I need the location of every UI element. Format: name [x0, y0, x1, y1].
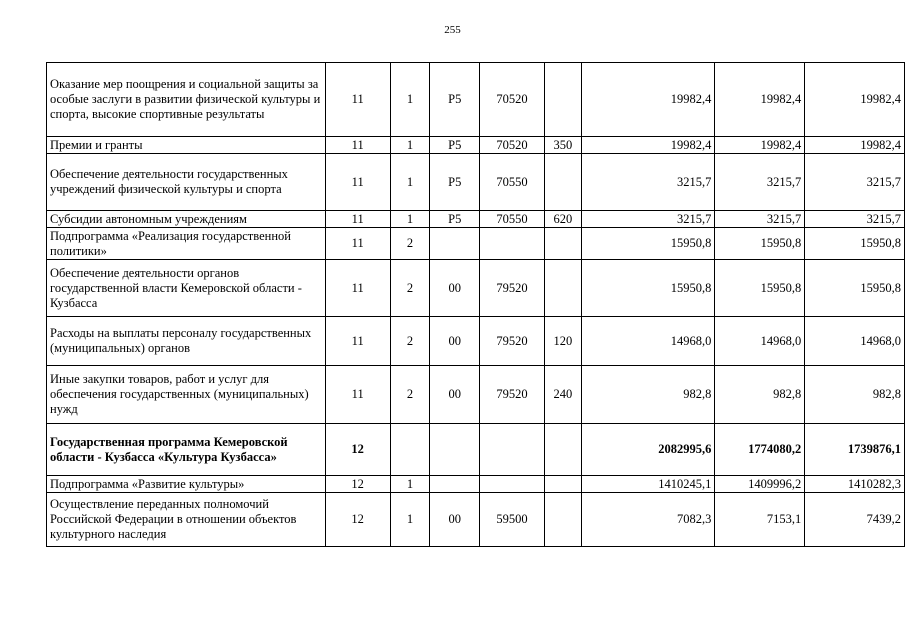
table-row: [47, 366, 905, 424]
row-program: [430, 228, 480, 260]
row-name: Обеспечение деятельности органов государственной власти Кемеровской области - Кузбасса: [47, 260, 326, 317]
row-expense-type: [544, 154, 581, 211]
row-name: Осуществление переданных полномочий Российской Федерации в отношении объектов культурного наследия: [47, 493, 326, 547]
row-program: [430, 424, 480, 476]
table-row: [47, 493, 905, 547]
row-podrazdel: [390, 424, 430, 476]
row-direction: 70550: [480, 211, 545, 228]
row-podrazdel: 1: [390, 137, 430, 154]
row-amount-year-3: 14968,0: [805, 317, 905, 366]
row-expense-type: [544, 476, 581, 493]
table-row: [47, 228, 905, 260]
row-direction: 79520: [480, 260, 545, 317]
row-direction: 79520: [480, 317, 545, 366]
row-direction: 59500: [480, 493, 545, 547]
row-expense-type: 240: [544, 366, 581, 424]
row-direction: 79520: [480, 366, 545, 424]
row-amount-year-1: 7082,3: [581, 493, 715, 547]
row-amount-year-2: 3215,7: [715, 211, 805, 228]
row-name: Расходы на выплаты персоналу государственных (муниципальных) органов: [47, 317, 326, 366]
row-program: Р5: [430, 137, 480, 154]
row-amount-year-1: 982,8: [581, 366, 715, 424]
row-program: Р5: [430, 211, 480, 228]
row-amount-year-3: 19982,4: [805, 63, 905, 137]
row-amount-year-2: 1774080,2: [715, 424, 805, 476]
row-podrazdel: 1: [390, 493, 430, 547]
row-amount-year-3: 3215,7: [805, 211, 905, 228]
row-amount-year-1: 3215,7: [581, 154, 715, 211]
row-razdel: 11: [325, 260, 390, 317]
row-expense-type: 350: [544, 137, 581, 154]
row-expense-type: 620: [544, 211, 581, 228]
table-row: [47, 154, 905, 211]
row-name: Субсидии автономным учреждениям: [47, 211, 326, 228]
row-expense-type: 120: [544, 317, 581, 366]
row-amount-year-1: 19982,4: [581, 137, 715, 154]
row-direction: 70550: [480, 154, 545, 211]
table-row: [47, 211, 905, 228]
row-direction: [480, 424, 545, 476]
row-amount-year-3: 982,8: [805, 366, 905, 424]
row-direction: [480, 476, 545, 493]
row-name: Премии и гранты: [47, 137, 326, 154]
table-row: [47, 63, 905, 137]
row-amount-year-1: 3215,7: [581, 211, 715, 228]
row-program: 00: [430, 366, 480, 424]
row-podrazdel: 1: [390, 63, 430, 137]
row-razdel: 11: [325, 228, 390, 260]
row-name: Государственная программа Кемеровской области - Кузбасса «Культура Кузбасса»: [47, 424, 326, 476]
row-name: Иные закупки товаров, работ и услуг для обеспечения государственных (муниципальных) нужд: [47, 366, 326, 424]
row-amount-year-3: 15950,8: [805, 228, 905, 260]
row-name: Подпрограмма «Реализация государственной политики»: [47, 228, 326, 260]
row-amount-year-1: 14968,0: [581, 317, 715, 366]
row-amount-year-3: 1739876,1: [805, 424, 905, 476]
row-amount-year-2: 19982,4: [715, 137, 805, 154]
row-razdel: 11: [325, 63, 390, 137]
row-amount-year-1: 1410245,1: [581, 476, 715, 493]
table-row: [47, 317, 905, 366]
page-number: 255: [444, 24, 461, 36]
row-program: 00: [430, 260, 480, 317]
row-amount-year-3: 3215,7: [805, 154, 905, 211]
row-amount-year-3: 1410282,3: [805, 476, 905, 493]
row-razdel: 12: [325, 424, 390, 476]
row-amount-year-1: 19982,4: [581, 63, 715, 137]
row-podrazdel: 2: [390, 228, 430, 260]
row-podrazdel: 2: [390, 317, 430, 366]
row-direction: 70520: [480, 63, 545, 137]
row-razdel: 12: [325, 476, 390, 493]
row-razdel: 11: [325, 317, 390, 366]
row-amount-year-1: 15950,8: [581, 228, 715, 260]
row-direction: 70520: [480, 137, 545, 154]
row-program: Р5: [430, 154, 480, 211]
row-program: [430, 476, 480, 493]
row-amount-year-2: 15950,8: [715, 228, 805, 260]
row-name: Оказание мер поощрения и социальной защиты за особые заслуги в развитии физической культуры и спорта, высокие спортивные результаты: [47, 63, 326, 137]
row-podrazdel: 2: [390, 260, 430, 317]
row-amount-year-2: 14968,0: [715, 317, 805, 366]
row-expense-type: [544, 260, 581, 317]
budget-table: [46, 62, 905, 547]
row-razdel: 12: [325, 493, 390, 547]
row-name: Обеспечение деятельности государственных учреждений физической культуры и спорта: [47, 154, 326, 211]
row-amount-year-2: 3215,7: [715, 154, 805, 211]
row-amount-year-2: 1409996,2: [715, 476, 805, 493]
row-amount-year-2: 982,8: [715, 366, 805, 424]
row-expense-type: [544, 424, 581, 476]
row-direction: [480, 228, 545, 260]
table-row: [47, 137, 905, 154]
table-row: [47, 476, 905, 493]
row-podrazdel: 1: [390, 154, 430, 211]
table-row: [47, 260, 905, 317]
row-amount-year-3: 19982,4: [805, 137, 905, 154]
row-expense-type: [544, 228, 581, 260]
row-expense-type: [544, 63, 581, 137]
row-podrazdel: 1: [390, 211, 430, 228]
row-podrazdel: 2: [390, 366, 430, 424]
row-razdel: 11: [325, 211, 390, 228]
table-row: [47, 424, 905, 476]
row-podrazdel: 1: [390, 476, 430, 493]
row-amount-year-2: 15950,8: [715, 260, 805, 317]
row-razdel: 11: [325, 137, 390, 154]
row-amount-year-1: 2082995,6: [581, 424, 715, 476]
row-amount-year-2: 7153,1: [715, 493, 805, 547]
row-amount-year-3: 7439,2: [805, 493, 905, 547]
row-program: 00: [430, 493, 480, 547]
row-amount-year-1: 15950,8: [581, 260, 715, 317]
row-razdel: 11: [325, 366, 390, 424]
row-name: Подпрограмма «Развитие культуры»: [47, 476, 326, 493]
row-amount-year-2: 19982,4: [715, 63, 805, 137]
row-expense-type: [544, 493, 581, 547]
row-program: 00: [430, 317, 480, 366]
row-razdel: 11: [325, 154, 390, 211]
row-amount-year-3: 15950,8: [805, 260, 905, 317]
row-program: Р5: [430, 63, 480, 137]
